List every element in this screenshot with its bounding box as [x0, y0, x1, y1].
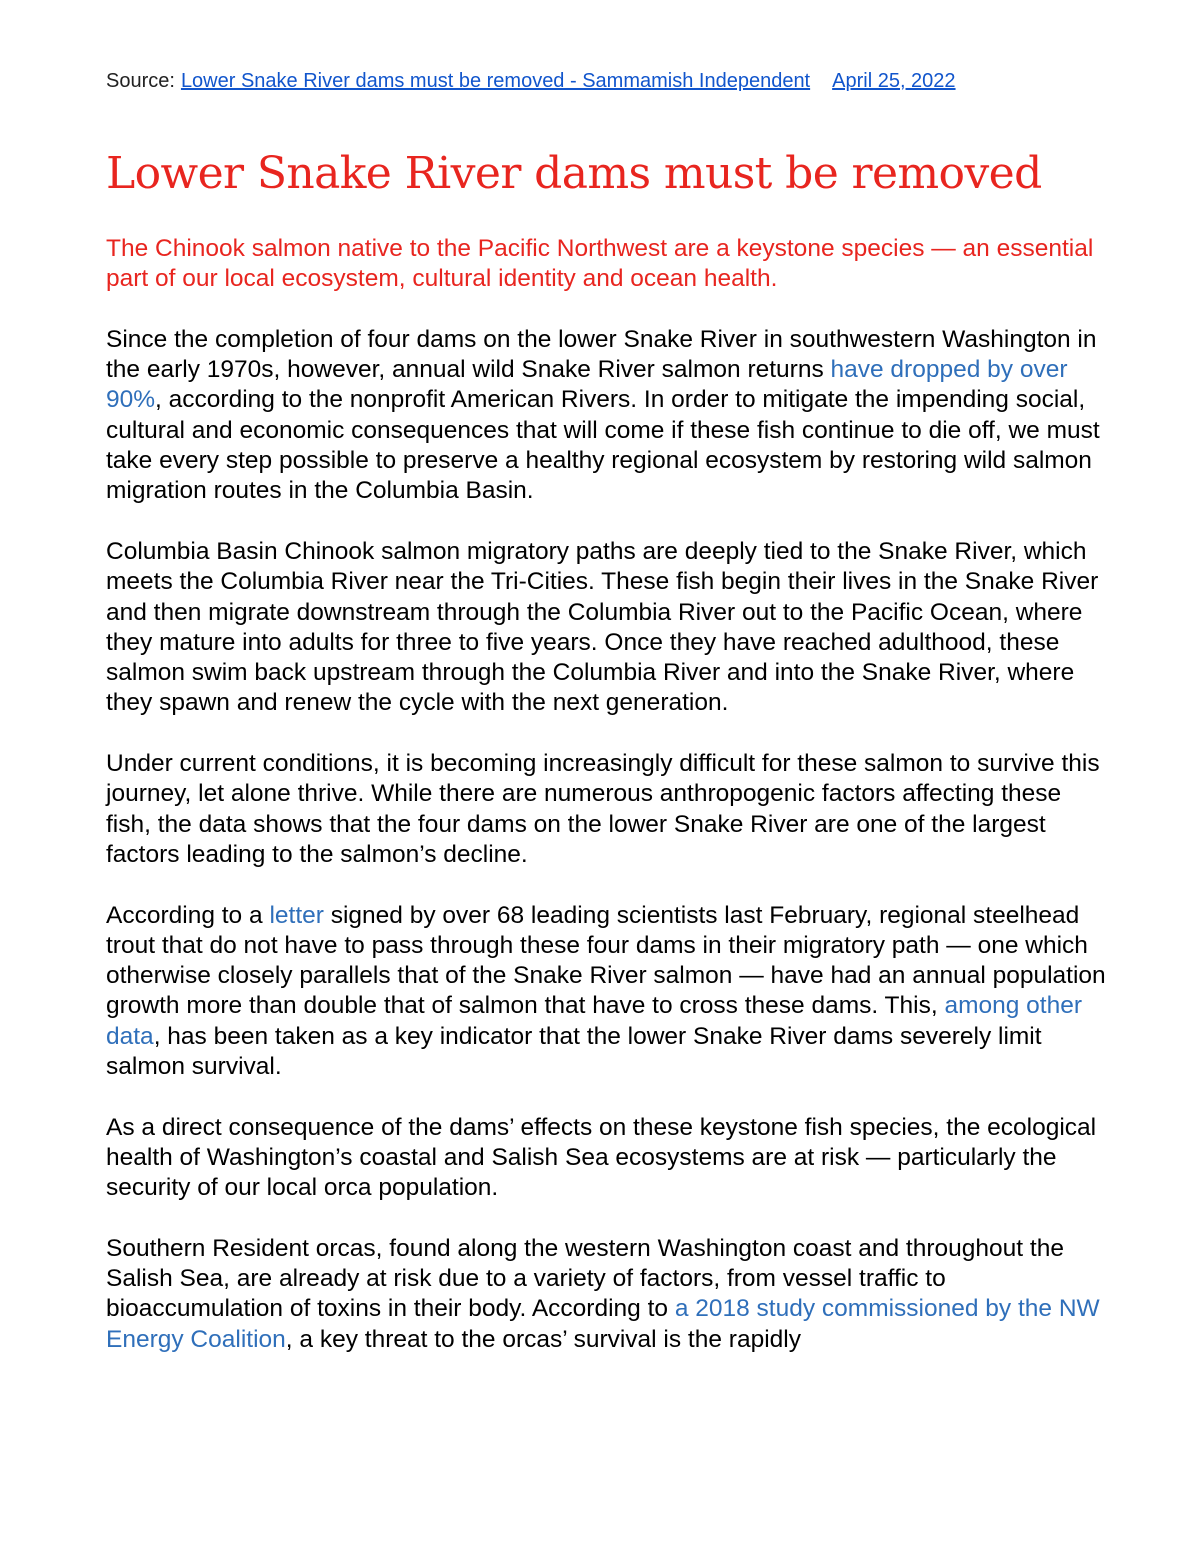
- article-lede: The Chinook salmon native to the Pacific Northwest are a keystone species — an essential part of our local ecosystem, cultural identity and ocean health.: [106, 235, 1094, 293]
- paragraph-6: [106, 1234, 1106, 1355]
- paragraph-4: [106, 901, 1106, 1083]
- paragraph-1: [106, 325, 1106, 507]
- letter-link[interactable]: letter: [269, 901, 324, 929]
- paragraph-4-text-b: signed by over 68 leading scientists last February, regional steelhead trout that do not have to pass through these four dams in their migratory path — one which otherwise closely parallels that of the Snake River salmon — have had an annual population growth more than double that of salmon that have to cross these dams. This,: [106, 901, 1106, 1020]
- paragraph-4-text-a: According to a: [106, 901, 270, 929]
- paragraph-3: Under current conditions, it is becoming increasingly difficult for these salmon to survive this journey, let alone thrive. While there are numerous anthropogenic factors affecting these fish, the data shows that the four dams on the lower Snake River are one of the largest factors leading to the salmon’s decline.: [106, 750, 1100, 868]
- paragraph-2: Columbia Basin Chinook salmon migratory paths are deeply tied to the Snake River, which meets the Columbia River near the Tri-Cities. These fish begin their lives in the Snake River and then migrate downstream through the Columbia River out to the Pacific Ocean, where they mature into adults for three to five years. Once they have reached adulthood, these salmon swim back upstream through the Columbia River and into the Snake River, where they spawn and renew the cycle with the next generation.: [106, 537, 1099, 717]
- paragraph-1-text-a: Since the completion of four dams on the lower Snake River in southwestern Washington in the early 1970s, however, annual wild Snake River salmon returns: [106, 325, 1097, 384]
- paragraph-6-text-b: , a key threat to the orcas’ survival is the rapidly: [285, 1325, 801, 1353]
- dropped-90-percent-link[interactable]: have dropped by over 90%: [106, 356, 1068, 414]
- paragraph-6-text-a: Southern Resident orcas, found along the western Washington coast and throughout the Salish Sea, are already at risk due to a variety of factors, from vessel traffic to bioaccumulation of toxins in their body. According to: [106, 1234, 1064, 1323]
- article-title: Lower Snake River dams must be removed: [106, 148, 1042, 199]
- paragraph-4-text-c: , has been taken as a key indicator that the lower Snake River dams severely limit salmon survival.: [106, 1022, 1042, 1081]
- paragraph-5: As a direct consequence of the dams’ effects on these keystone fish species, the ecological health of Washington’s coastal and Salish Sea ecosystems are at risk — particularly the security of our local orca population.: [106, 1113, 1097, 1202]
- among-other-data-link[interactable]: among other data: [106, 992, 1083, 1050]
- source-link[interactable]: Lower Snake River dams must be removed - Sammamish Independent: [180, 70, 811, 92]
- source-label: Source:: [106, 70, 175, 92]
- source-date-link[interactable]: April 25, 2022: [832, 70, 956, 92]
- article-body: [106, 234, 1106, 1385]
- paragraph-1-text-b: , according to the nonprofit American Rivers. In order to mitigate the impending social, cultural and economic consequences that will come if these fish continue to die off, we must take every step possible to preserve a healthy regional ecosystem by restoring wild salmon migration routes in the Columbia Basin.: [106, 386, 1100, 505]
- source-line: [106, 70, 956, 93]
- study-2018-link[interactable]: a 2018 study commissioned by the NW Energy Coalition: [106, 1295, 1100, 1353]
